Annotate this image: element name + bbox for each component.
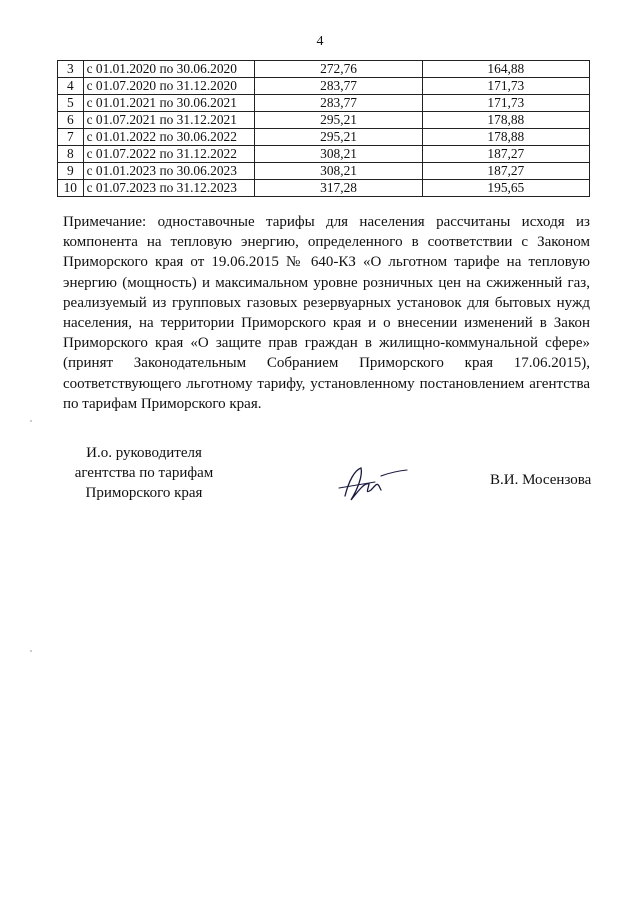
table-row bbox=[58, 129, 590, 146]
value-cell: 187,27 bbox=[422, 163, 589, 180]
signer-position bbox=[64, 443, 224, 503]
row-number-cell: 7 bbox=[58, 129, 84, 146]
table-row bbox=[58, 146, 590, 163]
row-number-cell: 3 bbox=[58, 61, 84, 78]
value-cell: 308,21 bbox=[255, 146, 422, 163]
period-cell: с 01.01.2021 по 30.06.2021 bbox=[83, 95, 255, 112]
signer-name: В.И. Мосензова bbox=[490, 472, 592, 488]
value-cell: 295,21 bbox=[255, 129, 422, 146]
table-row bbox=[58, 180, 590, 197]
value-cell: 178,88 bbox=[422, 129, 589, 146]
scan-speck bbox=[30, 420, 32, 422]
value-cell: 195,65 bbox=[422, 180, 589, 197]
table-row bbox=[58, 95, 590, 112]
row-number-cell: 8 bbox=[58, 146, 84, 163]
value-cell: 171,73 bbox=[422, 95, 589, 112]
row-number-cell: 5 bbox=[58, 95, 84, 112]
value-cell: 283,77 bbox=[255, 95, 422, 112]
period-cell: с 01.01.2022 по 30.06.2022 bbox=[83, 129, 255, 146]
value-cell: 164,88 bbox=[422, 61, 589, 78]
period-cell: с 01.07.2022 по 31.12.2022 bbox=[83, 146, 255, 163]
period-cell: с 01.01.2023 по 30.06.2023 bbox=[83, 163, 255, 180]
tariff-table bbox=[57, 60, 590, 197]
value-cell: 295,21 bbox=[255, 112, 422, 129]
row-number-cell: 10 bbox=[58, 180, 84, 197]
tariff-table-body bbox=[58, 61, 590, 197]
period-cell: с 01.07.2023 по 31.12.2023 bbox=[83, 180, 255, 197]
scan-speck bbox=[30, 650, 32, 652]
value-cell: 187,27 bbox=[422, 146, 589, 163]
table-row bbox=[58, 112, 590, 129]
period-cell: с 01.07.2020 по 31.12.2020 bbox=[83, 78, 255, 95]
value-cell: 317,28 bbox=[255, 180, 422, 197]
row-number-cell: 4 bbox=[58, 78, 84, 95]
value-cell: 308,21 bbox=[255, 163, 422, 180]
signer-position-line: Приморского края bbox=[85, 485, 203, 501]
note-paragraph: Примечание: одноставочные тарифы для населения рассчитаны исходя из компонента на тепловую энергию, определенного в соответствии с Законом Приморского края от 19.06.2015 № 640-КЗ «О льготном тарифе на тепловую энергию (мощность) и максимальном уровне розничных цен на сжиженный газ, реализуемый из групповых газовых резервуарных установок для бытовых нужд населения, на территории Приморского края и о внесении изменений в Закон Приморского края «О защите прав граждан в жилищно-коммунальной сфере» (принят Законодательным Собранием Приморского края 17.06.2015), соответствующего льготному тарифу, установленному постановлением агентства по тарифам Приморского края. bbox=[63, 214, 590, 412]
value-cell: 283,77 bbox=[255, 78, 422, 95]
handwritten-signature bbox=[335, 460, 415, 505]
table-row bbox=[58, 163, 590, 180]
row-number-cell: 6 bbox=[58, 112, 84, 129]
signer-position-line: И.о. руководителя bbox=[86, 445, 202, 461]
value-cell: 171,73 bbox=[422, 78, 589, 95]
table-row bbox=[58, 61, 590, 78]
value-cell: 178,88 bbox=[422, 112, 589, 129]
period-cell: с 01.01.2020 по 30.06.2020 bbox=[83, 61, 255, 78]
value-cell: 272,76 bbox=[255, 61, 422, 78]
period-cell: с 01.07.2021 по 31.12.2021 bbox=[83, 112, 255, 129]
signer-position-line: агентства по тарифам bbox=[74, 465, 214, 481]
row-number-cell: 9 bbox=[58, 163, 84, 180]
table-row bbox=[58, 78, 590, 95]
page-number: 4 bbox=[316, 34, 324, 49]
